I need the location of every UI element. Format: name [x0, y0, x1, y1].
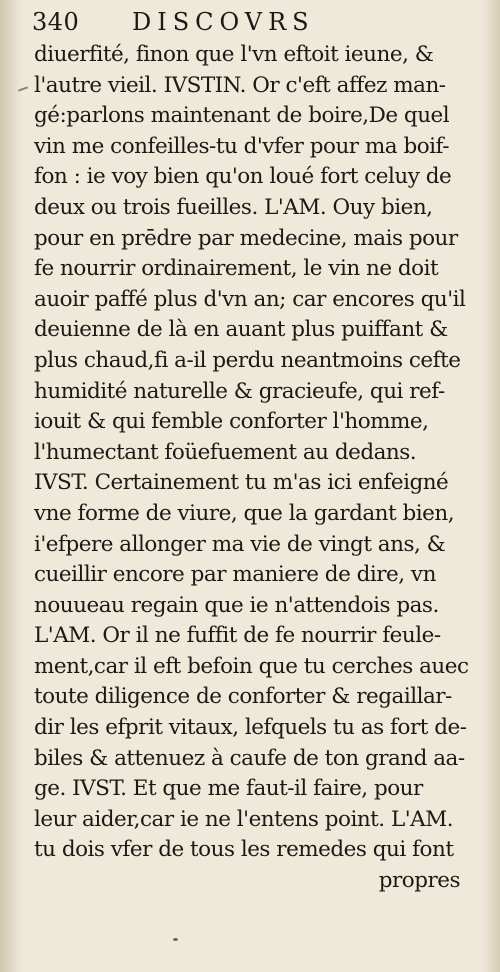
text-line: tu dois vfer de tous les remedes qui font — [34, 837, 454, 863]
text-line: humidité naturelle & gracieufe, qui ref- — [34, 378, 445, 404]
text-line: pour en prēdre par medecine, mais pour — [34, 225, 458, 251]
text-line: biles & attenuez à caufe de ton grand aa- — [34, 745, 465, 771]
text-line: plus chaud,fi a-il perdu neantmoins cefte — [34, 347, 461, 373]
text-line: dir les efprit vitaux, lefquels tu as fort de- — [34, 715, 467, 741]
text-line: gé:parlons maintenant de boire,De quel — [34, 103, 450, 129]
text-line: L'AM. Or il ne fuffit de fe nourrir feule- — [34, 623, 441, 649]
text-line: i'efpere allonger ma vie de vingt ans, & — [34, 531, 446, 557]
text-line: ge. IVST. Et que me faut-il faire, pour — [34, 776, 423, 802]
text-line: fe nourrir ordinairement, le vin ne doit — [34, 256, 439, 282]
text-line: vin me confeilles-tu d'vfer pour ma boif- — [34, 133, 449, 159]
body-text — [34, 40, 484, 897]
text-line: IVST. Certainement tu m'as ici enfeigné — [34, 470, 449, 496]
text-line: ment,car il eft befoin que tu cerches auec — [34, 653, 469, 679]
text-line: fon : ie voy bien qu'on loué fort celuy de — [34, 164, 452, 190]
running-title: DISCOVRS — [132, 8, 315, 36]
text-line: nouueau regain que ie n'attendois pas. — [34, 592, 439, 618]
text-line: l'humectant foüefuement au dedans. — [34, 439, 417, 465]
page-header — [32, 6, 472, 42]
text-line: deuienne de là en auant plus puiffant & — [34, 317, 448, 343]
text-line: cueillir encore par maniere de dire, vn — [34, 562, 436, 588]
text-line: iouit & qui femble conforter l'homme, — [34, 409, 429, 435]
page-number: 340 — [32, 8, 80, 36]
text-line: diuerfité, finon que l'vn eftoit ieune, & — [34, 42, 434, 67]
text-line: l'autre vieil. IVSTIN. Or c'eft affez man- — [34, 72, 446, 98]
text-line: auoir paffé plus d'vn an; car encores qu'il — [34, 286, 466, 312]
ink-speck — [173, 938, 178, 941]
text-line: deux ou trois fueilles. L'AM. Ouy bien, — [34, 194, 433, 220]
text-line: toute diligence de conforter & regaillar- — [34, 684, 452, 710]
catchword: propres — [378, 868, 460, 894]
text-line: leur aider,car ie ne l'entens point. L'AM. — [34, 806, 454, 832]
page-edge-shadow — [482, 0, 500, 972]
gutter-shadow — [0, 0, 22, 972]
text-line: vne forme de viure, que la gardant bien, — [34, 500, 455, 526]
